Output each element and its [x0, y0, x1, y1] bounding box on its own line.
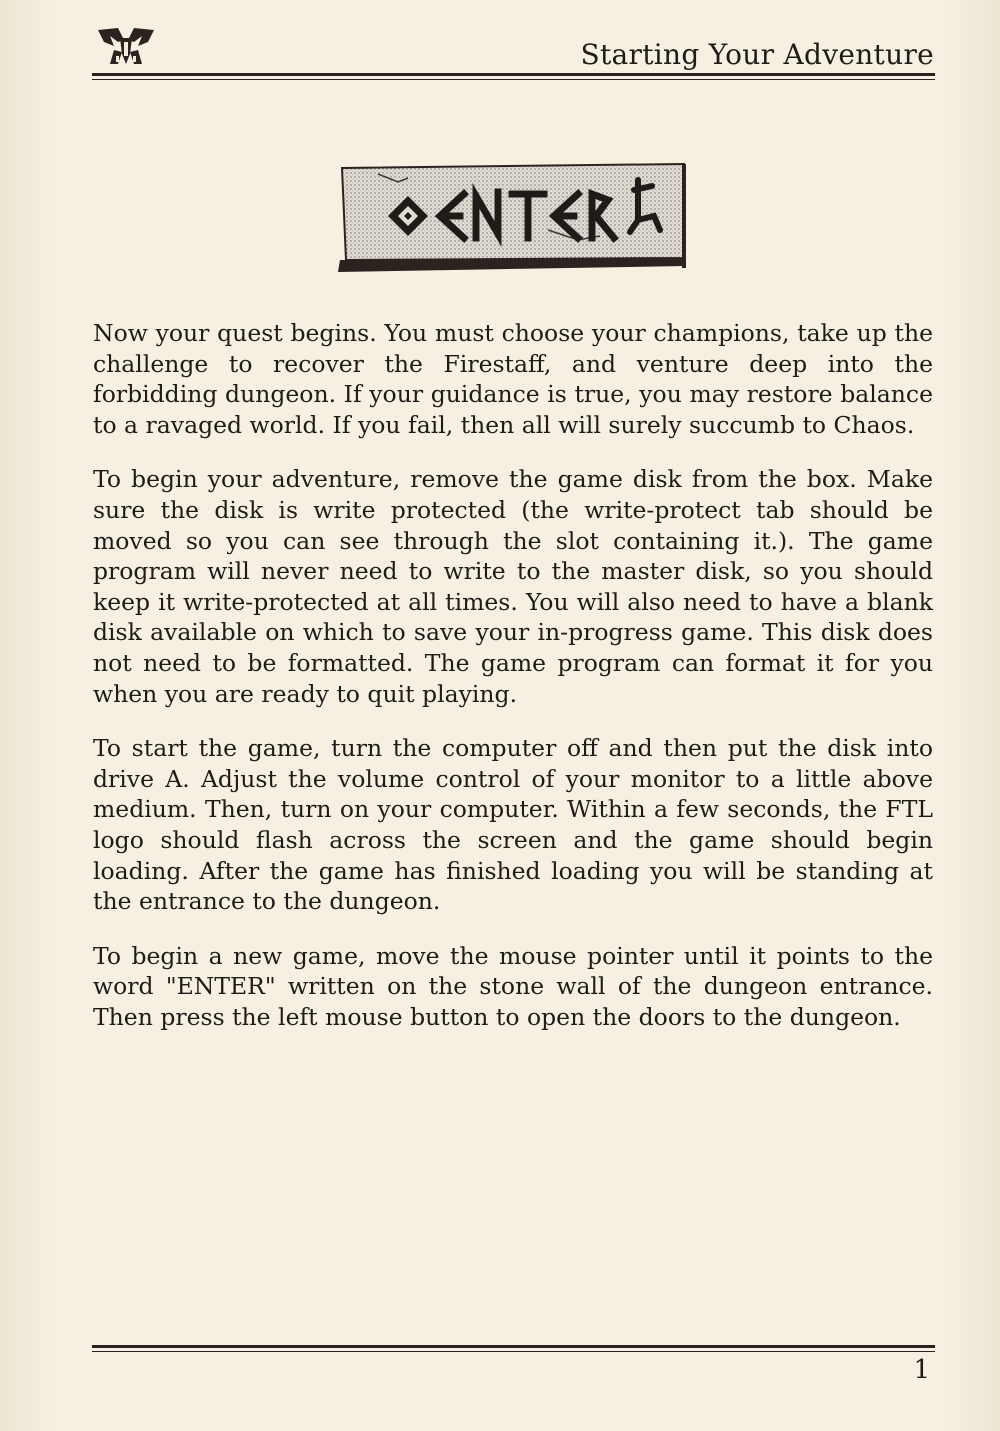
header-rule: [92, 73, 935, 76]
paragraph-new-game: To begin a new game, move the mouse pointer until it points to the word "ENTER" written on the stone wall of the dungeon entrance. Then press the left mouse button to open the doors to the dungeon.: [93, 941, 933, 1031]
body-text: [93, 318, 933, 1056]
page-header-title: Starting Your Adventure: [580, 38, 934, 71]
paragraph-quest-begins: Now your quest begins. You must choose your champions, take up the challenge to recover the Firestaff, and venture deep into the forbidding dungeon. If your guidance is true, you may restore balance to a ravaged world. If you fail, then all will surely succumb to Chaos.: [93, 319, 933, 439]
paragraph-start-game: To start the game, turn the computer off and then put the disk into drive A. Adjust the volume control of your monitor to a little above medium. Then, turn on your computer. Within a few seconds, the FTL logo should flash across the screen and the game should begin loading. After the game has finished loading you will be standing at the entrance to the dungeon.: [93, 734, 933, 916]
ftl-winged-emblem-icon: [96, 24, 156, 68]
header-rule-thin: [92, 79, 935, 80]
enter-sign-illustration: [338, 160, 688, 274]
footer-rule-thin: [92, 1351, 935, 1352]
paragraph-disk-setup: To begin your adventure, remove the game disk from the box. Make sure the disk is write protected (the write-protect tab should be moved so you can see through the slot containing it.). The game program will never need to write to the master disk, so you should keep it write-protected at all times. You will also need to have a blank disk available on which to save your in-progress game. This disk does not need to be formatted. The game program can format it for you when you are ready to quit playing.: [93, 465, 933, 708]
footer-rule: [92, 1345, 935, 1348]
page-number: 1: [913, 1355, 930, 1385]
